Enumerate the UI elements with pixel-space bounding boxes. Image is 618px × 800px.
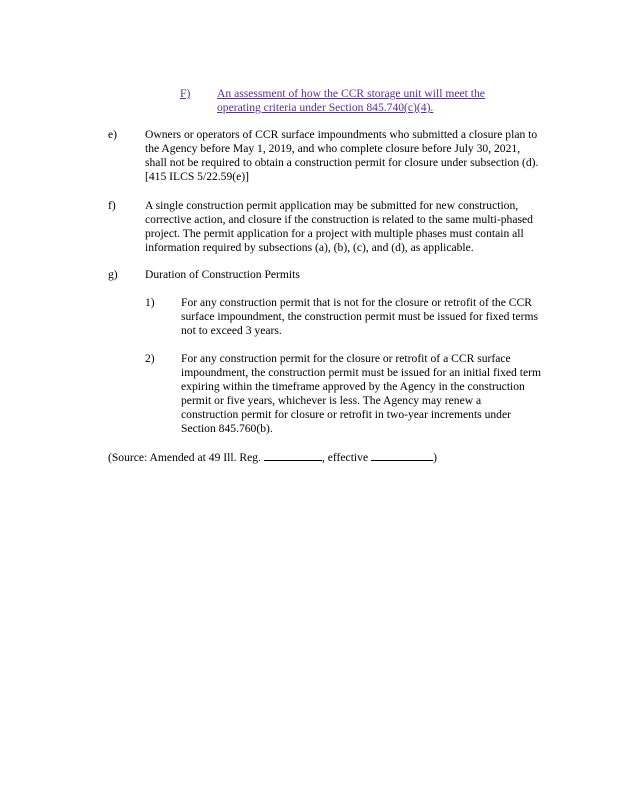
amended-item-label: F) xyxy=(180,87,191,100)
source-note xyxy=(108,450,437,465)
subsection-g-1-label: 1) xyxy=(145,296,155,309)
source-prefix: (Source: Amended at 49 Ill. Reg. xyxy=(108,451,261,464)
effective-date-blank xyxy=(371,450,433,461)
subsection-f-text: A single construction permit application may be submitted for new construction, corrective action, and closure if the construction is related to the same multi-phased project. The permit application for a project with multiple phases must contain all information required by subsections (a), (b), (c), and (d), as applicable. xyxy=(145,199,533,254)
amended-item-text: An assessment of how the CCR storage unit will meet the operating criteria under Section 845.740(c)(4). xyxy=(217,87,485,114)
source-suffix: ) xyxy=(433,451,437,464)
subsection-g-label: g) xyxy=(108,268,118,281)
subsection-e-text: Owners or operators of CCR surface impoundments who submitted a closure plan to the Agency before May 1, 2019, and who complete closure before July 30, 2021, shall not be required to obtain a construction permit for closure under subsection (d). [415 ILCS 5/22.59(e)] xyxy=(145,128,539,183)
subsection-e-label: e) xyxy=(108,128,118,141)
subsection-g-1-text: For any construction permit that is not for the closure or retrofit of the CCR surface impoundment, the construction permit must be issued for fixed terms not to exceed 3 years. xyxy=(181,296,539,337)
subsection-f-label: f) xyxy=(108,199,116,212)
subsection-g-2-text: For any construction permit for the closure or retrofit of a CCR surface impoundment, the construction permit must be issued for an initial fixed term expiring within the timeframe approved by the Agency in the construction permit or five years, whichever is less. The Agency may renew a construction permit for closure or retrofit in two-year increments under Section 845.760(b). xyxy=(181,352,541,435)
subsection-g-2-label: 2) xyxy=(145,352,155,365)
register-blank xyxy=(264,450,322,461)
source-middle: , effective xyxy=(321,451,369,464)
subsection-g-heading: Duration of Construction Permits xyxy=(145,268,300,281)
